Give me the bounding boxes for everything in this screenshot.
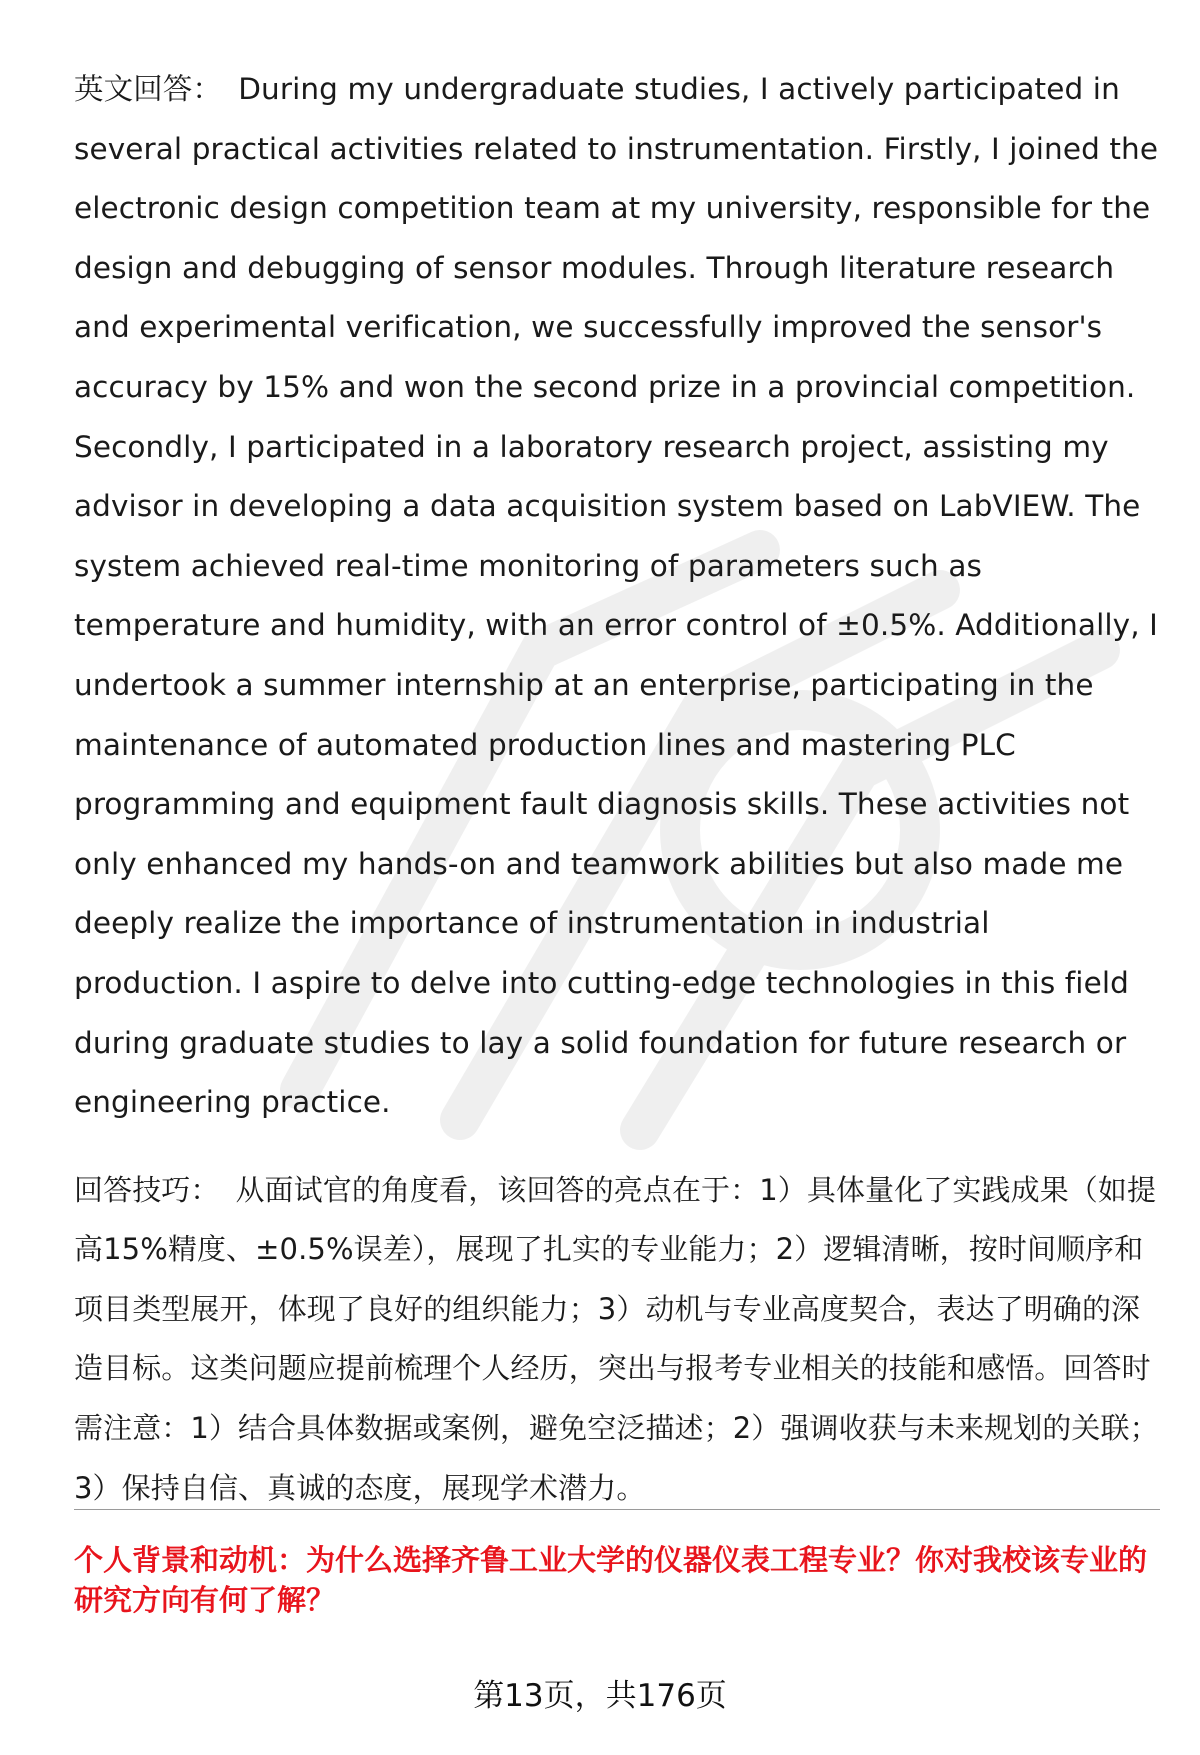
- english-answer-paragraph: [74, 60, 1160, 1133]
- page-content: [74, 60, 1160, 1518]
- english-answer-text: During my undergraduate studies, I actively participated in several practical activities related to instrumentation. Firstly, I joined the electronic design competition team at my university, responsible for the design and debugging of sensor modules. Through literature research and experimental verification, we successfully improved the sensor's accuracy by 15% and won the second prize in a provincial competition. Secondly, I participated in a laboratory research project, assisting my advisor in developing a data acquisition system based on LabVIEW. The system achieved real-time monitoring of parameters such as temperature and humidity, with an error control of ±0.5%. Additionally, I undertook a summer internship at an enterprise, participating in the maintenance of automated production lines and mastering PLC programming and equipment fault diagnosis skills. These activities not only enhanced my hands-on and teamwork abilities but also made me deeply realize the importance of instrumentation in industrial production. I aspire to delve into cutting-edge technologies in this field during graduate studies to lay a solid foundation for future research or engineering practice.: [74, 72, 1159, 1120]
- page-number-footer: 第13页，共176页: [473, 1678, 727, 1714]
- answer-tips-label: 回答技巧：: [74, 1172, 220, 1207]
- english-answer-label: 英文回答：: [74, 72, 223, 106]
- next-question-heading: 个人背景和动机：为什么选择齐鲁工业大学的仪器仪表工程专业？你对我校该专业的研究方向有何了解？: [74, 1543, 1148, 1617]
- answer-tips-paragraph: [74, 1161, 1160, 1519]
- section-divider: [74, 1509, 1160, 1510]
- answer-tips-text: 从面试官的角度看，该回答的亮点在于：1）具体量化了实践成果（如提高15%精度、±0.5%误差），展现了扎实的专业能力；2）逻辑清晰，按时间顺序和项目类型展开，体现了良好的组织能力；3）动机与专业高度契合，表达了明确的深造目标。这类问题应提前梳理个人经历，突出与报考专业相关的技能和感悟。回答时需注意：1）结合具体数据或案例，避免空泛描述；2）强调收获与未来规划的关联；3）保持自信、真诚的态度，展现学术潜力。: [74, 1172, 1159, 1505]
